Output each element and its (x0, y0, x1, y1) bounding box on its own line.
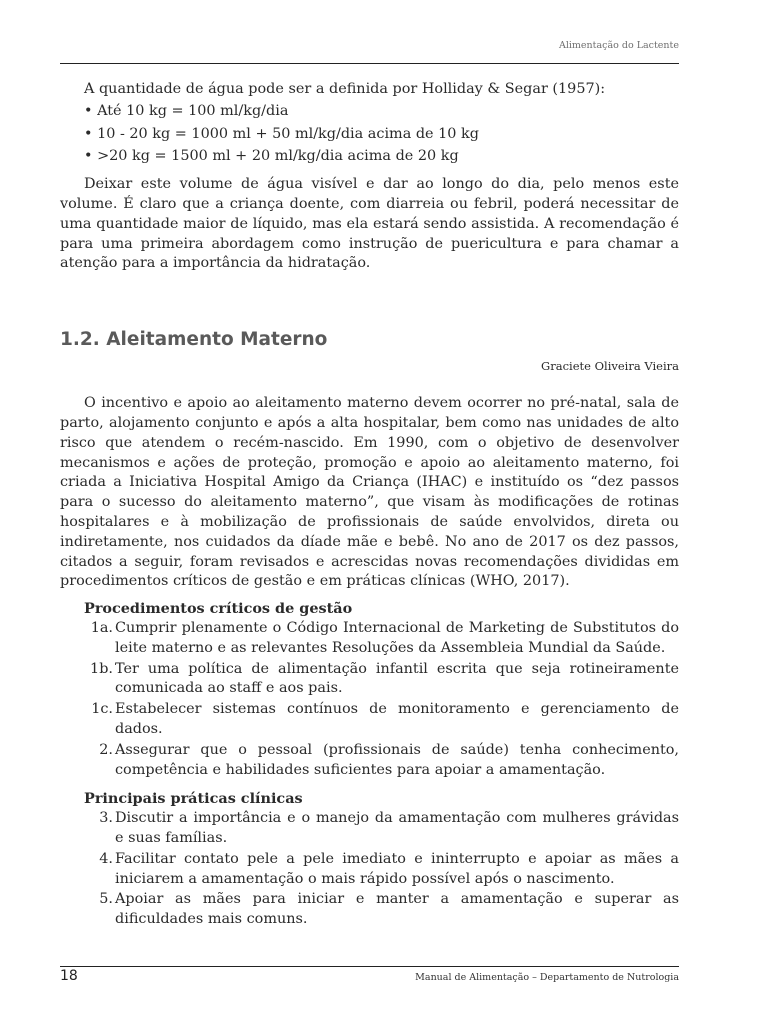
management-steps-list (60, 619, 679, 780)
step-text: Apoiar as mães para iniciar e manter a amamentação e superar as dificuldades mais comuns. (115, 891, 679, 928)
page-number: 18 (60, 968, 78, 984)
bullet-item: • >20 kg = 1500 ml + 20 ml/kg/dia acima de 20 kg (84, 147, 679, 167)
water-bullet-list (84, 102, 679, 167)
water-paragraph: Deixar este volume de água visível e dar ao longo do dia, pelo menos este volume. É claro que a criança doente, com diarreia ou febril, poderá necessitar de uma quantidade maior de líquido, mas ela estará sendo assistida. A recomendação é para uma primeira abordagem como instrução de puericultura e para chamar a atenção para a importância da hidratação. (60, 176, 679, 272)
water-intro: A quantidade de água pode ser a definida por Holliday & Segar (1957): (84, 81, 606, 97)
step-text: Cumprir plenamente o Código Internacional de Marketing de Substitutos do leite materno e as relevantes Resoluções da Assembleia Mundial da Saúde. (115, 619, 679, 656)
step-number: 2. (99, 741, 113, 758)
running-head: Alimentação do Lactente (558, 40, 679, 51)
section-author: Graciete Oliveira Vieira (541, 359, 679, 374)
list-item (60, 850, 679, 890)
step-number: 1c. (91, 701, 113, 718)
list-item (60, 660, 679, 700)
step-text: Ter uma política de alimentação infantil escrita que seja rotineiramente comunicada ao staff e aos pais. (115, 660, 679, 697)
list-item (60, 809, 679, 849)
step-text: Discutir a importância e o manejo da amamentação com mulheres grávidas e suas famílias. (115, 810, 679, 846)
step-number: 4. (99, 850, 113, 867)
section-title: 1.2. Aleitamento Materno (60, 329, 328, 351)
footer-rule (60, 966, 679, 967)
document-page (60, 0, 679, 1024)
step-text: Assegurar que o pessoal (profissionais de saúde) tenha conhecimento, competência e habilidades suficientes para apoiar a amamentação. (115, 741, 679, 778)
bullet-item: • 10 - 20 kg = 1000 ml + 50 ml/kg/dia acima de 10 kg (84, 125, 679, 145)
step-number: 5. (99, 891, 113, 908)
list-item (60, 890, 679, 930)
step-text: Estabelecer sistemas contínuos de monitoramento e gerenciamento de dados. (115, 701, 679, 737)
list-item (60, 700, 679, 740)
bullet-item: • Até 10 kg = 100 ml/kg/dia (84, 102, 679, 122)
management-heading: Procedimentos críticos de gestão (84, 600, 353, 618)
clinical-heading: Principais práticas clínicas (84, 790, 303, 808)
step-number: 3. (99, 810, 113, 827)
header-rule (60, 63, 679, 64)
list-item (60, 741, 679, 781)
step-number: 1a. (90, 619, 113, 636)
step-text: Facilitar contato pele a pele imediato e ininterrupto e apoiar as mães a iniciarem a amamentação o mais rápido possível após o nascimento. (115, 850, 679, 887)
footer-title: Manual de Alimentação – Departamento de Nutrologia (415, 972, 679, 983)
list-item (60, 619, 679, 659)
page-content (60, 80, 679, 931)
section-intro-paragraph: O incentivo e apoio ao aleitamento materno devem ocorrer no pré-natal, sala de parto, alojamento conjunto e após a alta hospitalar, bem como nas unidades de alto risco que atendem o recém-nascido. Em 1990, com o objetivo de desenvolver mecanismos e ações de proteção, promoção e apoio ao aleitamento materno, foi criada a Iniciativa Hospital Amigo da Criança (IHAC) e instituído os “dez passos para o sucesso do aleitamento materno”, que visam às modificações de rotinas hospitalares e à mobilização de profissionais de saúde envolvidos, direta ou indiretamente, nos cuidados da díade mãe e bebê. No ano de 2017 os dez passos, citados a seguir, foram revisados e acrescidas novas recomendações divididas em procedimentos críticos de gestão e em práticas clínicas (WHO, 2017). (60, 395, 679, 590)
clinical-steps-list (60, 809, 679, 930)
step-number: 1b. (90, 660, 113, 677)
